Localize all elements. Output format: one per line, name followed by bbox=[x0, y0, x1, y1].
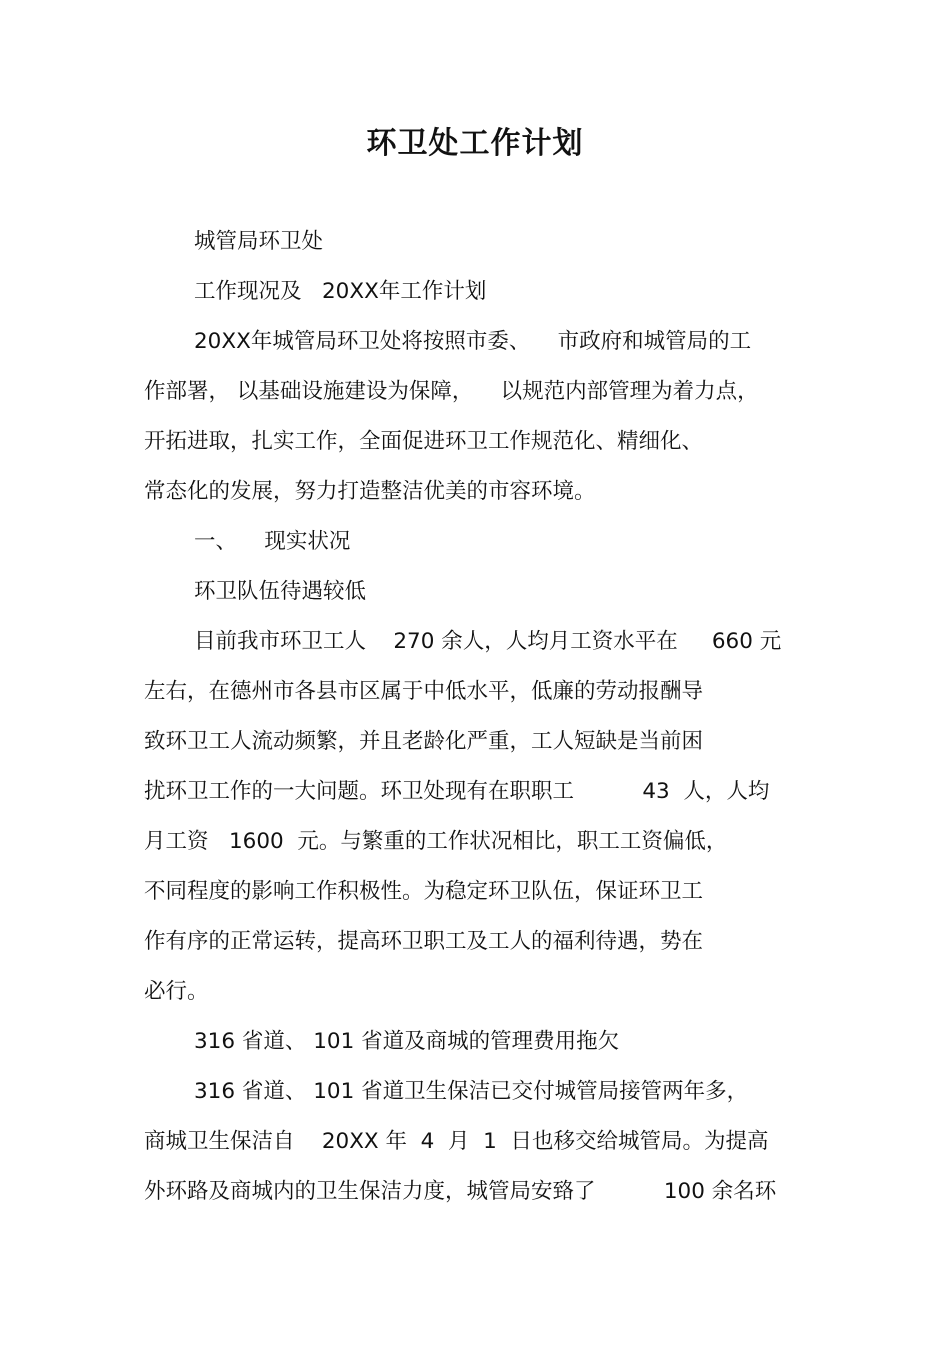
paragraph-line: 作有序的正常运转，提高环卫职工及工人的福利待遇，势在 bbox=[144, 929, 704, 954]
paragraph-line: 常态化的发展，努力打造整洁优美的市容环境。 bbox=[144, 479, 596, 504]
subsection-heading: 环卫队伍待遇较低 bbox=[194, 579, 367, 604]
paragraph-line: 目前我市环卫工人 270 余人，人均月工资水平在 660 元 bbox=[194, 629, 782, 654]
paragraph-line: 开拓进取，扎实工作，全面促进环卫工作规范化、精细化、 bbox=[144, 429, 704, 454]
paragraph-line: 必行。 bbox=[144, 979, 209, 1004]
paragraph-line: 20XX年城管局环卫处将按照市委、 市政府和城管局的工 bbox=[194, 329, 752, 354]
paragraph-line: 左右，在德州市各县市区属于中低水平，低廉的劳动报酬导 bbox=[144, 679, 704, 704]
paragraph-line: 扰环卫工作的一大问题。环卫处现有在职职工 43 人，人均 bbox=[144, 779, 770, 804]
paragraph-line: 316 省道、 101 省道卫生保洁已交付城管局接管两年多， bbox=[194, 1079, 749, 1104]
section-heading: 一、 现实状况 bbox=[194, 529, 351, 554]
subsection-heading: 316 省道、 101 省道及商城的管理费用拖欠 bbox=[194, 1029, 620, 1054]
paragraph-line: 致环卫工人流动频繁，并且老龄化严重，工人短缺是当前困 bbox=[144, 729, 704, 754]
subtitle-line: 工作现况及 20XX年工作计划 bbox=[194, 279, 487, 304]
paragraph-line: 商城卫生保洁自 20XX 年 4 月 1 日也移交给城管局。为提高 bbox=[144, 1129, 769, 1154]
org-name-line: 城管局环卫处 bbox=[194, 229, 324, 254]
document-title: 环卫处工作计划 bbox=[366, 126, 584, 161]
paragraph-line: 作部署， 以基础设施建设为保障， 以规范内部管理为着力点， bbox=[144, 379, 759, 404]
paragraph-line: 外环路及商城内的卫生保洁力度，城管局安臵了 100 余名环 bbox=[144, 1179, 777, 1204]
paragraph-line: 不同程度的影响工作积极性。为稳定环卫队伍，保证环卫工 bbox=[144, 879, 704, 904]
paragraph-line: 月工资 1600 元。与繁重的工作状况相比，职工工资偏低， bbox=[144, 829, 728, 854]
